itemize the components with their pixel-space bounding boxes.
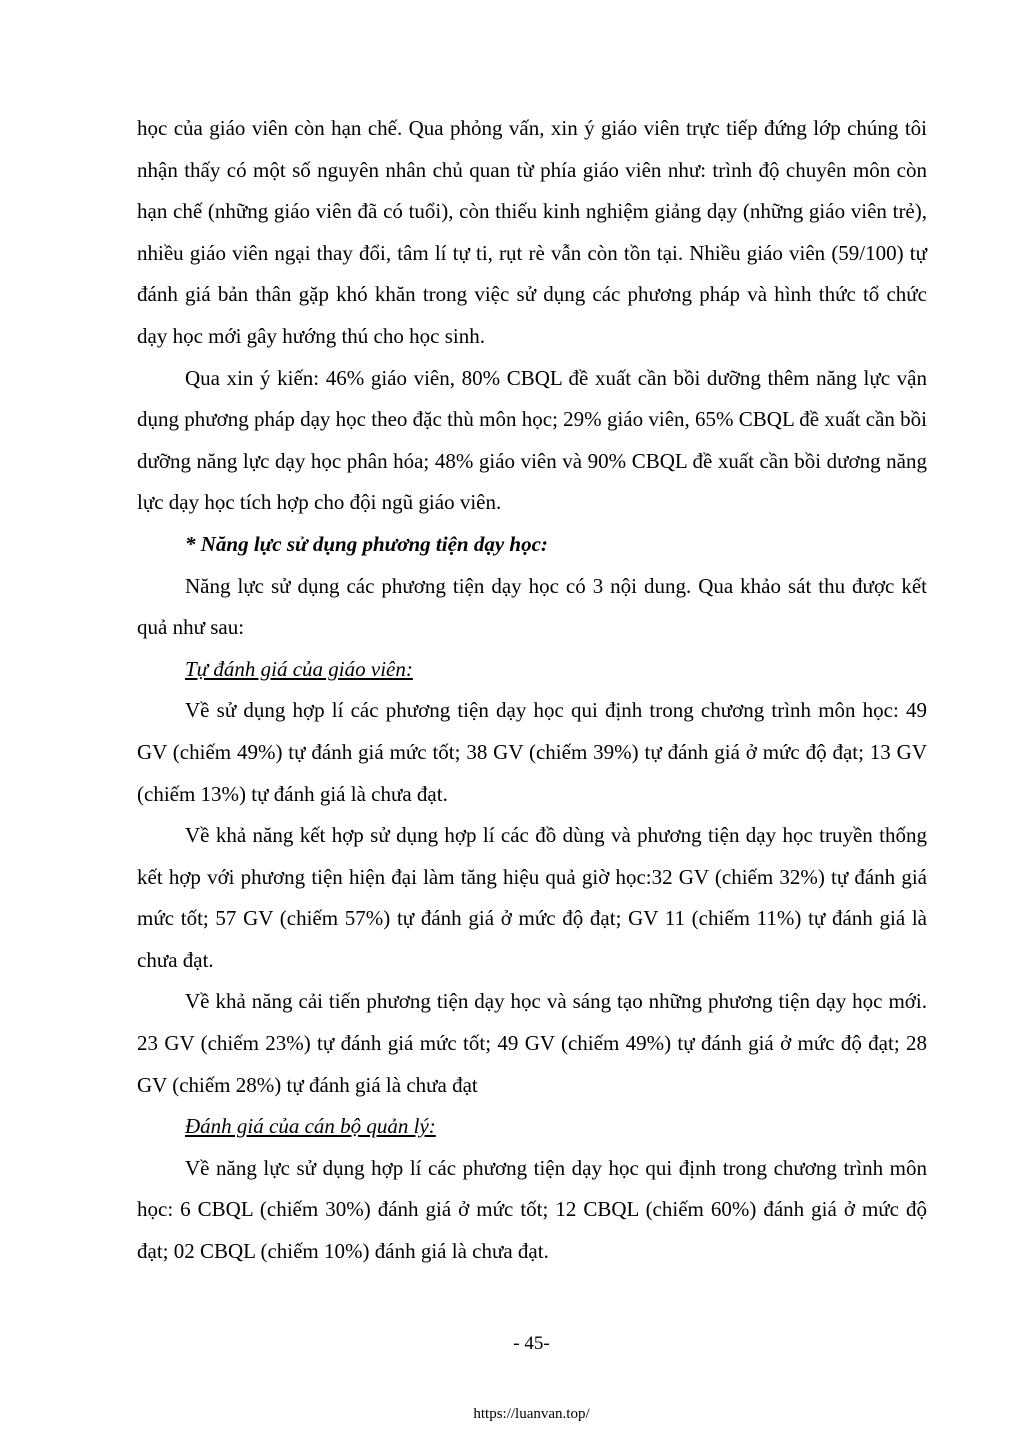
paragraph-5: Về khả năng kết hợp sử dụng hợp lí các đồ dùng và phương tiện dạy học truyền thống kết hợp với phương tiện hiện đại làm tăng hiệu quả giờ học:32 GV (chiếm 32%) tự đánh giá mức tốt; 57 GV (chiếm 57%) tự đánh giá ở mức độ đạt; GV 11 (chiếm 11%) tự đánh giá là chưa đạt. (137, 823, 927, 972)
subheading-teacher-self-assessment: Tự đánh giá của giáo viên: (185, 656, 413, 681)
paragraph-7: Về năng lực sử dụng hợp lí các phương tiện dạy học qui định trong chương trình môn học: 6 CBQL (chiếm 30%) đánh giá ở mức tốt; 12 CBQL (chiếm 60%) đánh giá ở mức độ đạt; 02 CBQL (chiếm 10%) đánh giá là chưa đạt. (137, 1155, 927, 1264)
paragraph-4: Về sử dụng hợp lí các phương tiện dạy học qui định trong chương trình môn học: 49 GV (chiếm 49%) tự đánh giá mức tốt; 38 GV (chiếm 39%) tự đánh giá ở mức độ đạt; 13 GV (chiếm 13%) tự đánh giá là chưa đạt. (137, 698, 927, 806)
paragraph-3: Năng lực sử dụng các phương tiện dạy học có 3 nội dung. Qua khảo sát thu được kết quả như sau: (137, 573, 927, 640)
section-heading: * Năng lực sử dụng phương tiện dạy học: (185, 531, 548, 556)
document-body (137, 108, 927, 1273)
paragraph-6: Về khả năng cải tiến phương tiện dạy học và sáng tạo những phương tiện dạy học mới. 23 GV (chiếm 23%) tự đánh giá mức tốt; 49 GV (chiếm 49%) tự đánh giá ở mức độ đạt; 28 GV (chiếm 28%) tự đánh giá là chưa đạt (137, 989, 927, 1097)
paragraph-2: Qua xin ý kiến: 46% giáo viên, 80% CBQL đề xuất cần bồi dưỡng thêm năng lực vận dụng phương pháp dạy học theo đặc thù môn học; 29% giáo viên, 65% CBQL đề xuất cần bồi dưỡng năng lực dạy học phân hóa; 48% giáo viên và 90% CBQL đề xuất cần bồi dương năng lực dạy học tích hợp cho đội ngũ giáo viên. (137, 365, 927, 515)
subheading-manager-assessment: Đánh giá của cán bộ quản lý: (185, 1114, 436, 1139)
footer-url: https://luanvan.top/ (473, 1406, 590, 1422)
paragraph-1: học của giáo viên còn hạn chế. Qua phỏng vấn, xin ý giáo viên trực tiếp đứng lớp chúng tôi nhận thấy có một số nguyên nhân chủ quan từ phía giáo viên như: trình độ chuyên môn còn hạn chế (những giáo viên đã có tuổi), còn thiếu kinh nghiệm giảng dạy (những giáo viên trẻ), nhiều giáo viên ngại thay đổi, tâm lí tự ti, rụt rè vẫn còn tồn tại. Nhiều giáo viên (59/100) tự đánh giá bản thân gặp khó khăn trong việc sử dụng các phương pháp và hình thức tổ chức dạy học mới gây hướng thú cho học sinh. (137, 116, 927, 348)
page-number: - 45- (513, 1333, 550, 1354)
